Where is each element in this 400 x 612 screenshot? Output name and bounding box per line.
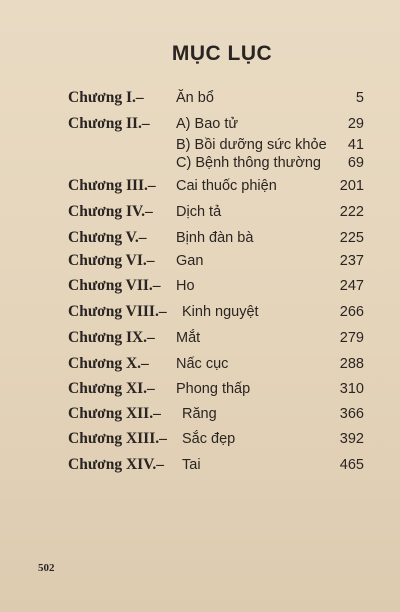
chapter-topic: Bịnh đàn bà — [176, 230, 254, 246]
page-number: 502 — [38, 562, 55, 574]
chapter-page-number: 201 — [339, 178, 364, 194]
toc-row — [0, 353, 400, 375]
chapter-page-number: 392 — [339, 431, 364, 447]
chapter-topic: Dịch tả — [176, 204, 222, 220]
chapter-topic: Ăn bổ — [176, 90, 214, 106]
chapter-page-number: 69 — [347, 155, 364, 171]
chapter-page-number: 5 — [355, 90, 364, 106]
chapter-topic: Tai — [182, 457, 201, 473]
chapter-label: Chương XIV.– — [68, 456, 164, 473]
chapter-label: Chương VIII.– — [68, 303, 167, 320]
chapter-label: Chương IV.– — [68, 203, 153, 220]
toc-row — [0, 250, 400, 272]
chapter-label: Chương III.– — [68, 177, 156, 194]
chapter-label: Chương XII.– — [68, 405, 161, 422]
chapter-page-number: 279 — [339, 330, 364, 346]
chapter-page-number: 465 — [339, 457, 364, 473]
chapter-topic: Kinh nguyệt — [182, 304, 259, 320]
chapter-label: Chương VII.– — [68, 277, 161, 294]
chapter-page-number: 29 — [347, 116, 364, 132]
chapter-label: Chương II.– — [68, 115, 150, 132]
chapter-label: Chương XI.– — [68, 380, 155, 397]
chapter-topic: Cai thuốc phiện — [176, 178, 277, 194]
chapter-topic: C) Bệnh thông thường — [176, 155, 321, 171]
chapter-topic: Phong thấp — [176, 381, 251, 397]
toc-row — [0, 87, 400, 109]
chapter-label: Chương I.– — [68, 89, 144, 106]
toc-row — [0, 275, 400, 297]
chapter-label: Chương XIII.– — [68, 430, 167, 447]
chapter-topic: Ho — [176, 278, 195, 294]
chapter-page-number: 247 — [339, 278, 364, 294]
chapter-page-number: 237 — [339, 253, 364, 269]
chapter-page-number: 225 — [339, 230, 364, 246]
toc-row — [0, 454, 400, 476]
toc-row — [0, 403, 400, 425]
chapter-topic: Sắc đẹp — [182, 431, 236, 447]
chapter-label: Chương V.– — [68, 229, 147, 246]
toc-row — [0, 428, 400, 450]
chapter-topic: Gan — [176, 253, 204, 269]
chapter-topic: B) Bồi dưỡng sức khỏe — [176, 137, 327, 153]
toc-row — [0, 227, 400, 249]
toc-row — [0, 201, 400, 223]
chapter-topic: Nấc cục — [176, 356, 229, 372]
toc-row — [0, 378, 400, 400]
page-title: MỤC LỤC — [171, 42, 273, 65]
chapter-topic: A) Bao tử — [176, 116, 239, 132]
chapter-page-number: 366 — [339, 406, 364, 422]
chapter-label: Chương IX.– — [68, 329, 155, 346]
toc-row — [0, 152, 400, 174]
toc-row — [0, 301, 400, 323]
toc-row — [0, 327, 400, 349]
chapter-topic: Mắt — [176, 330, 201, 346]
chapter-page-number: 266 — [339, 304, 364, 320]
chapter-page-number: 222 — [339, 204, 364, 220]
chapter-topic: Răng — [182, 406, 217, 422]
chapter-label: Chương VI.– — [68, 252, 155, 269]
toc-row — [0, 175, 400, 197]
chapter-page-number: 288 — [339, 356, 364, 372]
toc-row — [0, 113, 400, 135]
chapter-page-number: 41 — [347, 137, 364, 153]
chapter-page-number: 310 — [339, 381, 364, 397]
chapter-label: Chương X.– — [68, 355, 149, 372]
